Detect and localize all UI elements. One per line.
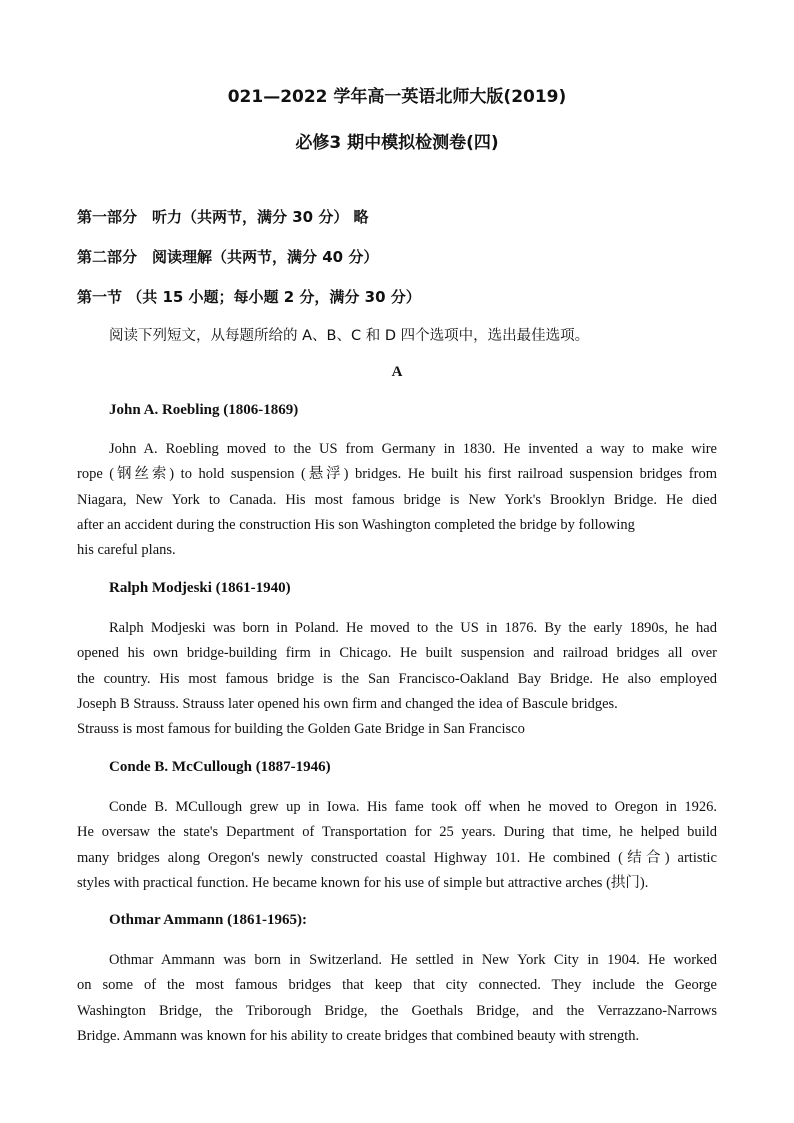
- paragraph-line: Niagara, New York to Canada. His most famous bridge is New York's Brooklyn Bridge. He died: [77, 491, 717, 508]
- section1-heading: 第一节 （共 15 小题；每小题 2 分，满分 30 分）: [77, 288, 421, 306]
- paragraph-line: Conde B. MCullough grew up in Iowa. His fame took off when he moved to Oregon in 1926.: [109, 799, 717, 815]
- paragraph-line: John A. Roebling moved to the US from Germany in 1830. He invented a way to make wire: [109, 441, 717, 457]
- part1-heading: 第一部分 听力（共两节，满分 30 分） 略: [77, 208, 369, 226]
- paragraph-line: Bridge. Ammann was known for his ability to create bridges that combined beauty with strength.: [77, 1027, 640, 1044]
- bio-heading-modjeski: Ralph Modjeski (1861-1940): [109, 580, 291, 596]
- exam-subtitle: 必修3 期中模拟检测卷(四): [295, 133, 499, 153]
- bio-paragraph-roebling: [77, 437, 717, 563]
- passage-letter: A: [391, 364, 403, 380]
- paragraph-line: opened his own bridge-building firm in Chicago. He built suspension and railroad bridges all over: [77, 645, 717, 662]
- paragraph-line: He oversaw the state's Department of Transportation for 25 years. During that time, he helped build: [77, 824, 717, 841]
- bio-heading-roebling: John A. Roebling (1806-1869): [109, 402, 299, 418]
- exam-title: 021—2022 学年高一英语北师大版(2019): [227, 87, 567, 107]
- paragraph-line: Othmar Ammann was born in Switzerland. He settled in New York City in 1904. He worked: [109, 952, 717, 968]
- paragraph-line: after an accident during the construction His son Washington completed the bridge by following: [77, 516, 635, 533]
- paragraph-line: many bridges along Oregon's newly constructed coastal Highway 101. He combined (结合) artistic: [77, 849, 717, 866]
- paragraph-line: his careful plans.: [77, 542, 176, 559]
- bio-heading-ammann: Othmar Ammann (1861-1965):: [109, 912, 308, 928]
- paragraph-line: styles with practical function. He became known for his use of simple but attractive arches (拱门).: [77, 874, 649, 891]
- paragraph-line: Joseph B Strauss. Strauss later opened his own firm and changed the idea of Bascule bridges.: [77, 695, 618, 712]
- paragraph-line: Strauss is most famous for building the Golden Gate Bridge in San Francisco: [77, 721, 525, 738]
- bio-paragraph-modjeski: [77, 616, 717, 742]
- instruction-text: 阅读下列短文，从每题所给的 A、B、C 和 D 四个选项中，选出最佳选项。: [109, 328, 590, 344]
- paragraph-line: on some of the most famous bridges that keep that city connected. They include the George: [77, 977, 717, 994]
- bio-paragraph-ammann: [77, 948, 717, 1049]
- paragraph-line: the country. His most famous bridge is the San Francisco-Oakland Bay Bridge. He also employed: [77, 670, 717, 687]
- paragraph-line: Ralph Modjeski was born in Poland. He moved to the US in 1876. By the early 1890s, he had: [109, 620, 717, 636]
- paragraph-line: Washington Bridge, the Triborough Bridge, the Goethals Bridge, and the Verrazzano-Narrows: [77, 1002, 717, 1019]
- part2-heading: 第二部分 阅读理解（共两节，满分 40 分）: [77, 248, 379, 266]
- bio-heading-mccullough: Conde B. McCullough (1887-1946): [109, 759, 331, 775]
- bio-paragraph-mccullough: [77, 795, 717, 896]
- paragraph-line: rope (钢丝索) to hold suspension (悬浮) bridges. He built his first railroad suspension bridges from: [77, 466, 717, 483]
